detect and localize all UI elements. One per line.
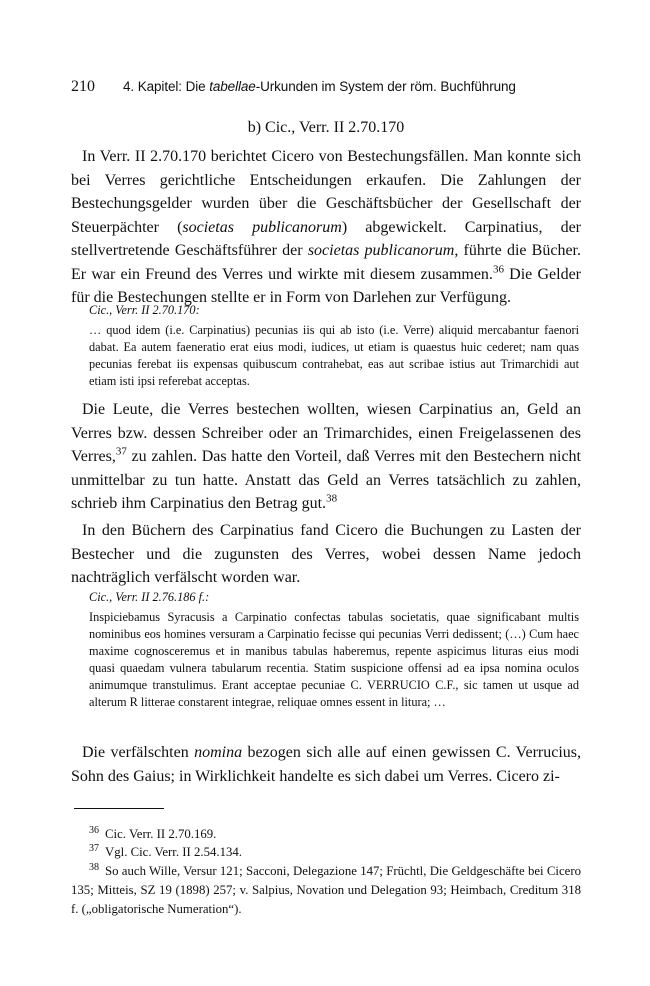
- paragraph-4: Die verfälschten nomina bezogen sich alle auf einen gewissen C. Verrucius, Sohn des Gaius; in Wirklichkeit handelte es sich dabei um Verres. Cicero zi-: [71, 744, 581, 785]
- footnote-ref-38[interactable]: 38: [326, 492, 338, 505]
- footnote-ref-36[interactable]: 36: [492, 263, 504, 276]
- footnote-36: $^{36}$ Cic. Verr. II 2.70.169.: [89, 824, 217, 841]
- footnote-37: $^{37}$ Vgl. Cic. Verr. II 2.54.134.: [89, 842, 242, 859]
- footnote-ref-37[interactable]: 37: [115, 445, 127, 458]
- paragraph-2: Die Leute, die Verres bestechen wollten, wiesen Carpinatius an, Geld an Verres bzw. dessen Schreiber oder an Trimarchides, einen Freigelassenen des Verres,$^{37}$ zu zahlen. Das hatte den Vorteil, daß Verres mit den Bestechern nicht unmittelbar zu tun hatte. Anstatt das Geld an Verres tatsächlich zu zahlen, schrieb ihm Carpinatius den Betrag gut.$^{38}$: [71, 401, 581, 512]
- running-head: [71, 78, 581, 96]
- quote-1: … quod idem (i.e. Carpinatius) pecunias iis qui ab isto (i.e. Verre) aliquid mercabantur faenori dabat. Ea autem faeneratio erat eius modi, iudices, ut etiam is quaestus huic cederet; nam quas pecunias ferebat iis expensas quibuscum contrahebat, eas aut scribae istius aut Trimarchidi aut etiam isti ipsi referebat acceptas.: [89, 323, 579, 388]
- paragraph-3: In den Büchern des Carpinatius fand Cicero die Buchungen zu Lasten der Bestecher und die zugunsten des Verres, wobei dessen Name jedoch nachträglich verfälscht worden war.: [71, 522, 581, 586]
- footnote-divider: [74, 808, 164, 809]
- section-heading: b) Cic., Verr. II 2.70.170: [247, 119, 405, 136]
- page-number: 210: [71, 78, 95, 95]
- quote-2-citation: Cic., Verr. II 2.76.186 f.:: [89, 590, 210, 604]
- quote-1-citation: Cic., Verr. II 2.70.170:: [89, 303, 200, 317]
- paragraph-1: In Verr. II 2.70.170 berichtet Cicero von Bestechungsfällen. Man konnte sich bei Verres gerichtliche Entscheidungen erkaufen. Die Zahlungen der Bestechungsgelder wurden über die Geschäftsbücher der Gesellschaft der Steuerpächter (societas publicanorum) abgewickelt. Carpinatius, der stellvertretende Geschäftsführer der societas publicanorum, führte die Bücher. Er war ein Freund des Verres und wirkte mit diesem zusammen.$^{36}$ Die Gelder für die Bestechungen stellte er in Form von Darlehen zur Verfügung.: [71, 148, 582, 306]
- footnote-38: $^{38}$ So auch Wille, Versur 121; Sacconi, Delegazione 147; Früchtl, Die Geldgeschäfte bei Cicero 135; Mitteis, SZ 19 (1898) 257; v. Salpius, Novation und Delegation 93; Heimbach, Creditum 318 f. („obligatorische Numeration“).: [71, 861, 581, 916]
- quote-2: Inspiciebamus Syracusis a Carpinatio confectas tabulas societatis, quae significabant multis nominibus eos homines versuram a Carpinatio fecisse qui pecunias Verri dedissent; (…) Cum haec maxime cognosceremus et in manibus tabulas haberemus, repente aspicimus lituras eius modi quasi quaedam vulnera tabularum recentia. Statim suspicione offensi ad ea ipsa nomina oculos animumque transtulimus. Erant acceptae pecuniae C. VERRUCIO C.F., sic tamen ut usque ad alterum R litterae constarent integrae, reliquae omnes essent in litura; …: [89, 610, 579, 709]
- chapter-title: 4. Kapitel: Die tabellae-Urkunden im System der röm. Buchführung: [123, 79, 516, 94]
